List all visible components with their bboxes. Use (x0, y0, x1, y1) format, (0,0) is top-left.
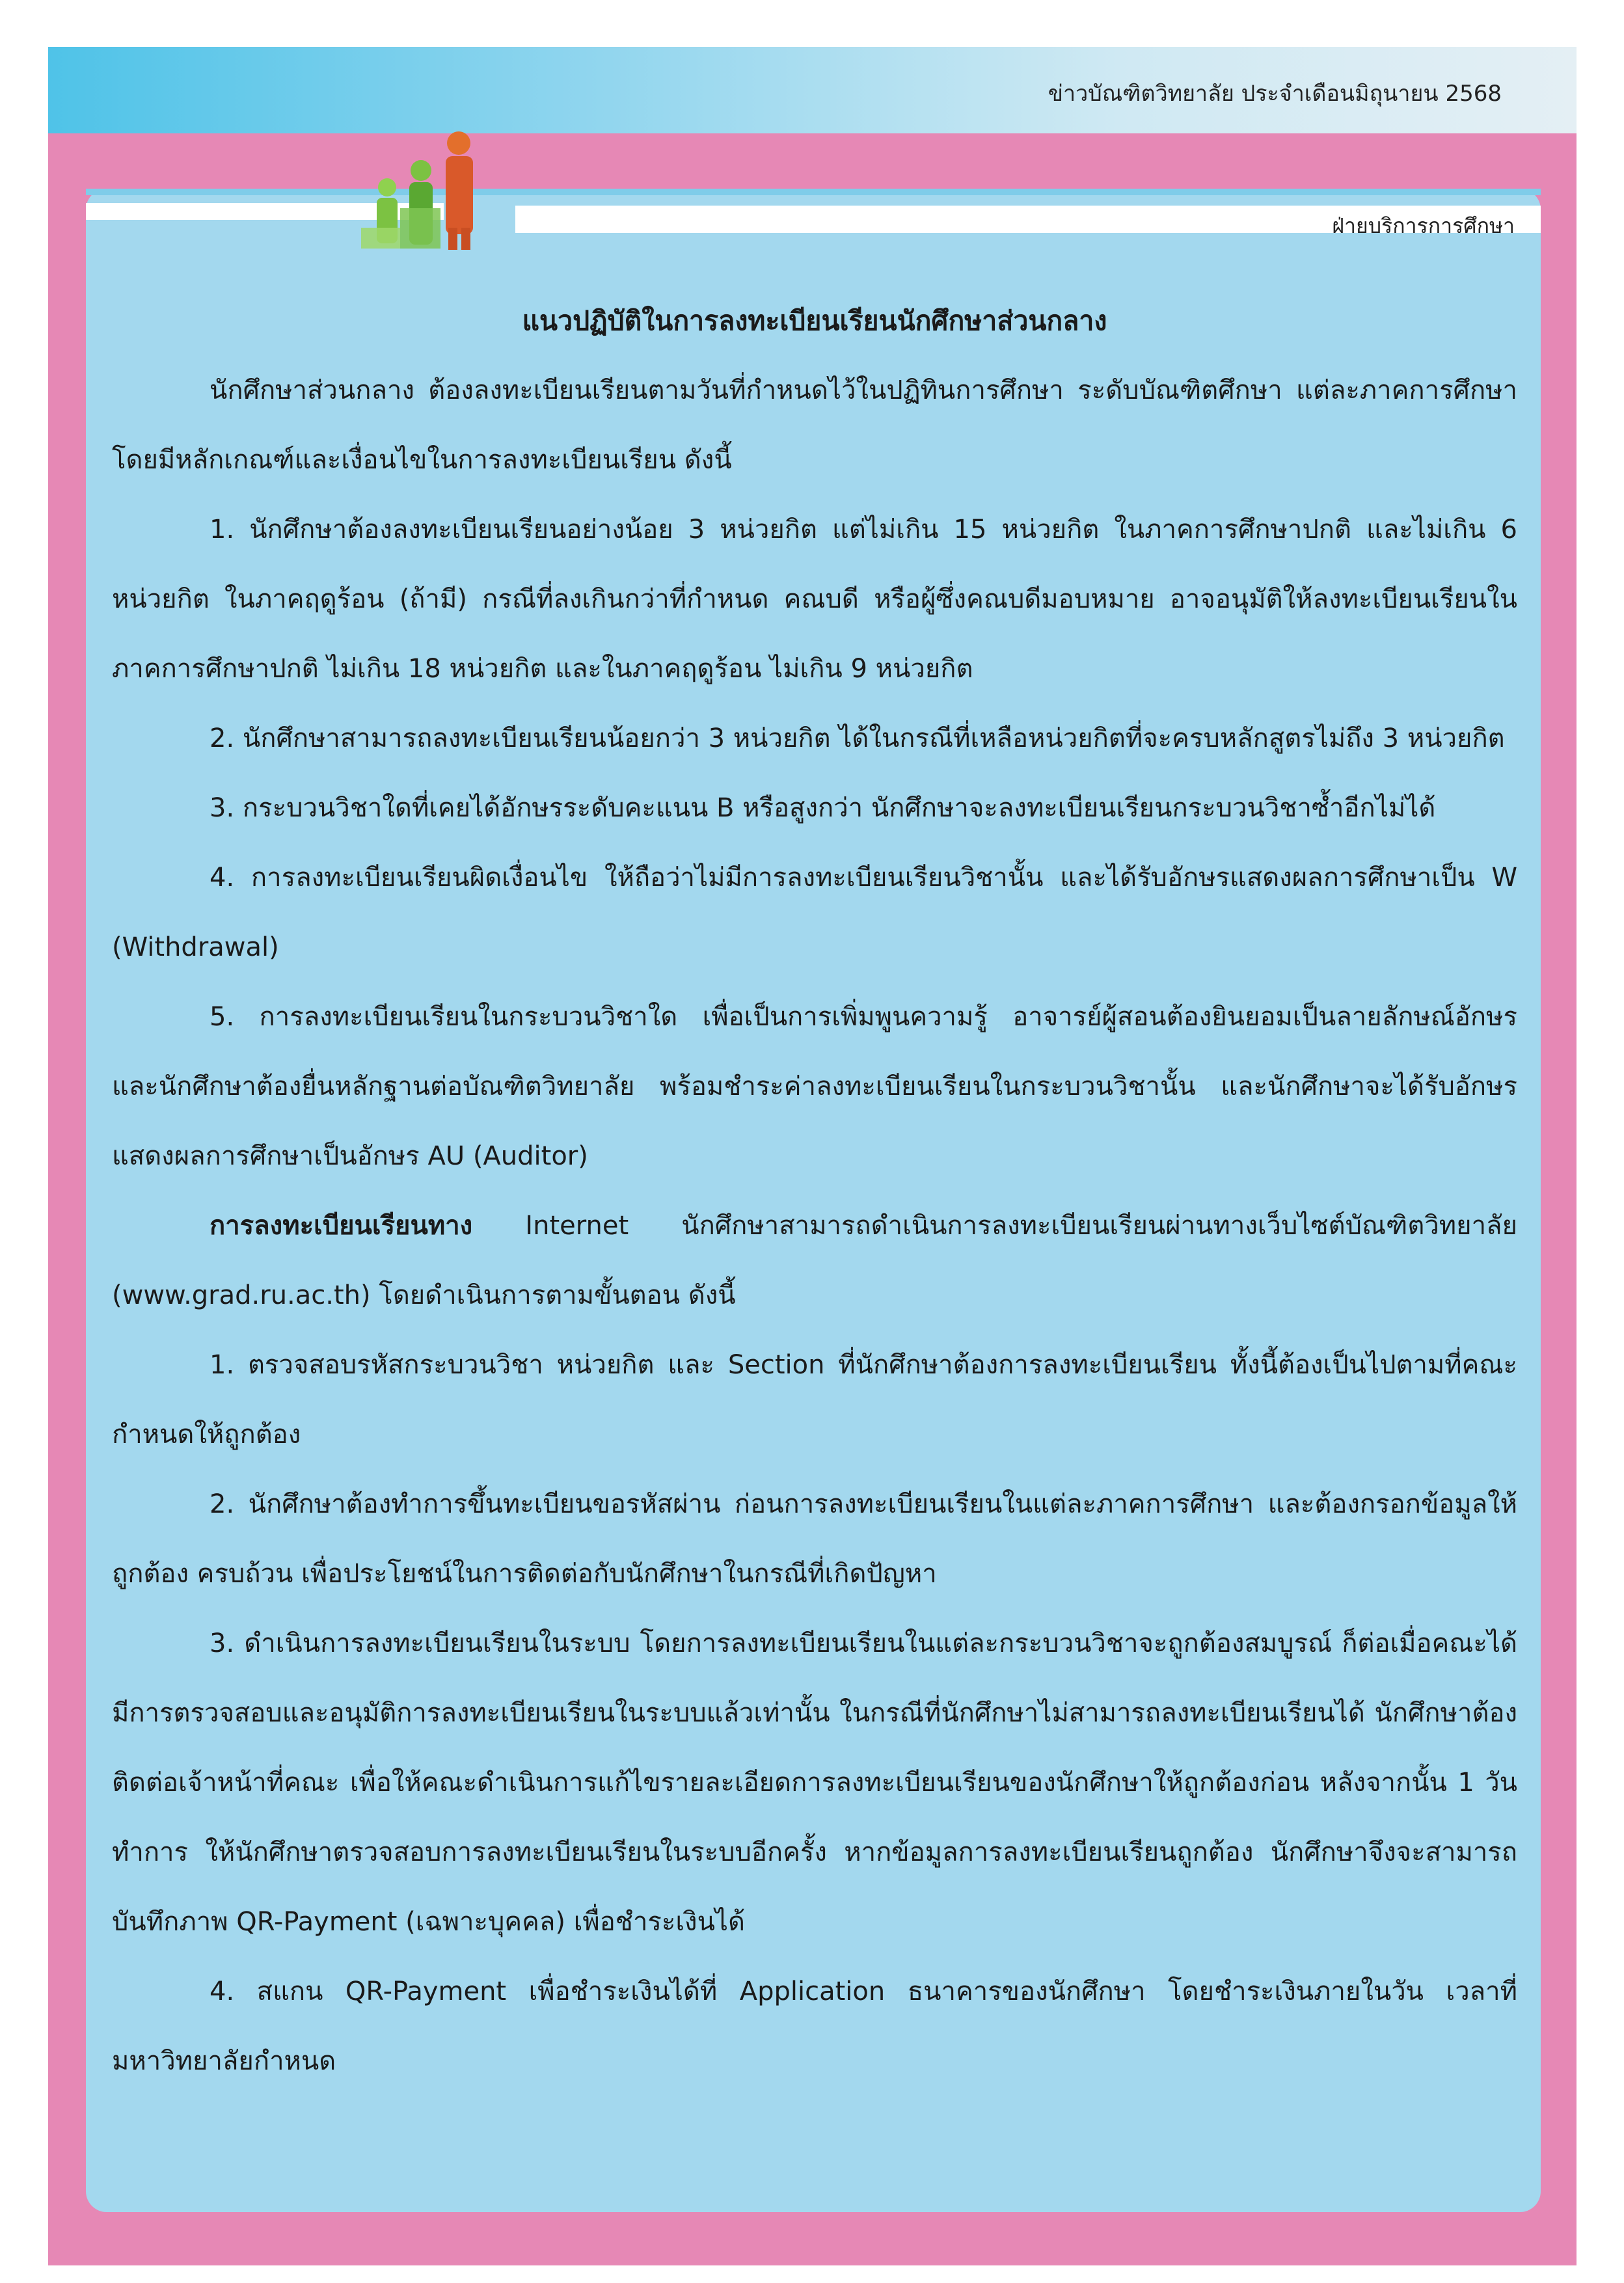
rule-item: 2. นักศึกษาสามารถลงทะเบียนเรียนน้อยกว่า 3 หน่วยกิต ได้ในกรณีที่เหลือหน่วยกิตที่จะครบหลักสูตรไม่ถึง 3 หน่วยกิต (210, 723, 1505, 753)
article (112, 286, 1517, 2096)
band-strip-right (515, 206, 1541, 238)
step-item: 2. นักศึกษาต้องทำการขึ้นทะเบียนขอรหัสผ่าน ก่อนการลงทะเบียนเรียนในแต่ละภาคการศึกษา และต้องกรอกข้อมูลให้ถูกต้อง ครบถ้วน เพื่อประโยชน์ในการติดต่อกับนักศึกษาในกรณีที่เกิดปัญหา (112, 1489, 1517, 1589)
intro-paragraph: นักศึกษาส่วนกลาง ต้องลงทะเบียนเรียนตามวันที่กำหนดไว้ในปฏิทินการศึกษา ระดับบัณฑิตศึกษา แต่ละภาคการศึกษา โดยมีหลักเกณฑ์และเงื่อนไขในการลงทะเบียนเรียน ดังนี้ (112, 375, 1517, 475)
rule-item: 4. การลงทะเบียนเรียนผิดเงื่อนไข ให้ถือว่าไม่มีการลงทะเบียนเรียนวิชานั้น และได้รับอักษรแสดงผลการศึกษาเป็น W (Withdrawal) (112, 863, 1517, 962)
rule-item: 1. นักศึกษาต้องลงทะเบียนเรียนอย่างน้อย 3 หน่วยกิต แต่ไม่เกิน 15 หน่วยกิต ในภาคการศึกษาปกติ และไม่เกิน 6 หน่วยกิต ในภาคฤดูร้อน (ถ้ามี) กรณีที่ลงเกินกว่าที่กำหนด คณบดี หรือผู้ซึ่งคณบดีมอบหมาย อาจอนุมัติให้ลงทะเบียนเรียนในภาคการศึกษาปกติ ไม่เกิน 18 หน่วยกิต และในภาคฤดูร้อน ไม่เกิน 9 หน่วยกิต (112, 515, 1517, 684)
internet-heading: การลงทะเบียนเรียนทาง (210, 1211, 473, 1241)
step-item: 3. ดำเนินการลงทะเบียนเรียนในระบบ โดยการลงทะเบียนเรียนในแต่ละกระบวนวิชาจะถูกต้องสมบูรณ์ ก็ต่อเมื่อคณะได้มีการตรวจสอบและอนุมัติการลงทะเบียนเรียนในระบบแล้วเท่านั้น ในกรณีที่นักศึกษาไม่สามารถลงทะเบียนเรียนได้ นักศึกษาต้องติดต่อเจ้าหน้าที่คณะ เพื่อให้คณะดำเนินการแก้ไขรายละเอียดการลงทะเบียนเรียนของนักศึกษาให้ถูกต้องก่อน หลังจากนั้น 1 วันทำการ ให้นักศึกษาตรวจสอบการลงทะเบียนเรียนในระบบอีกครั้ง หากข้อมูลการลงทะเบียนเรียนถูกต้อง นักศึกษาจึงจะสามารถบันทึกภาพ QR-Payment (เฉพาะบุคคล) เพื่อชำระเงินได้ (112, 1628, 1517, 1937)
section-band (86, 189, 1541, 236)
rule-item: 5. การลงทะเบียนเรียนในกระบวนวิชาใด เพื่อเป็นการเพิ่มพูนความรู้ อาจารย์ผู้สอนต้องยินยอมเป็นลายลักษณ์อักษร และนักศึกษาต้องยื่นหลักฐานต่อบัณฑิตวิทยาลัย พร้อมชำระค่าลงทะเบียนเรียนในกระบวนวิชานั้น และนักศึกษาจะได้รับอักษรแสดงผลการศึกษาเป็นอักษร AU (Auditor) (112, 1002, 1517, 1171)
section-label: ฝ่ายบริการการศึกษา (1332, 213, 1515, 238)
step-item: 4. สแกน QR-Payment เพื่อชำระเงินได้ที่ Application ธนาคารของนักศึกษา โดยชำระเงินภายในวัน เวลาที่มหาวิทยาลัยกำหนด (112, 1977, 1517, 2076)
header-bar (48, 47, 1577, 133)
article-title: แนวปฏิบัติในการลงทะเบียนเรียนนักศึกษาส่วนกลาง (522, 305, 1107, 336)
internet-intro: Internet นักศึกษาสามารถดำเนินการลงทะเบียนเรียนผ่านทางเว็บไซต์บัณฑิตวิทยาลัย (www.grad.ru.ac.th) โดยดำเนินการตามขั้นตอน ดังนี้ (112, 1211, 1517, 1310)
step-item: 1. ตรวจสอบรหัสกระบวนวิชา หน่วยกิต และ Section ที่นักศึกษาต้องการลงทะเบียนเรียน ทั้งนี้ต้องเป็นไปตามที่คณะกำหนดให้ถูกต้อง (112, 1350, 1517, 1450)
issue-line: ข่าวบัณฑิตวิทยาลัย ประจำเดือนมิถุนายน 2568 (1048, 81, 1502, 107)
internet-paragraph (112, 1191, 1517, 1331)
rule-item: 3. กระบวนวิชาใดที่เคยได้อักษรระดับคะแนน B หรือสูงกว่า นักศึกษาจะลงทะเบียนเรียนกระบวนวิชาซ้ำอีกไม่ได้ (210, 793, 1436, 823)
people-growth-icon (361, 130, 504, 254)
